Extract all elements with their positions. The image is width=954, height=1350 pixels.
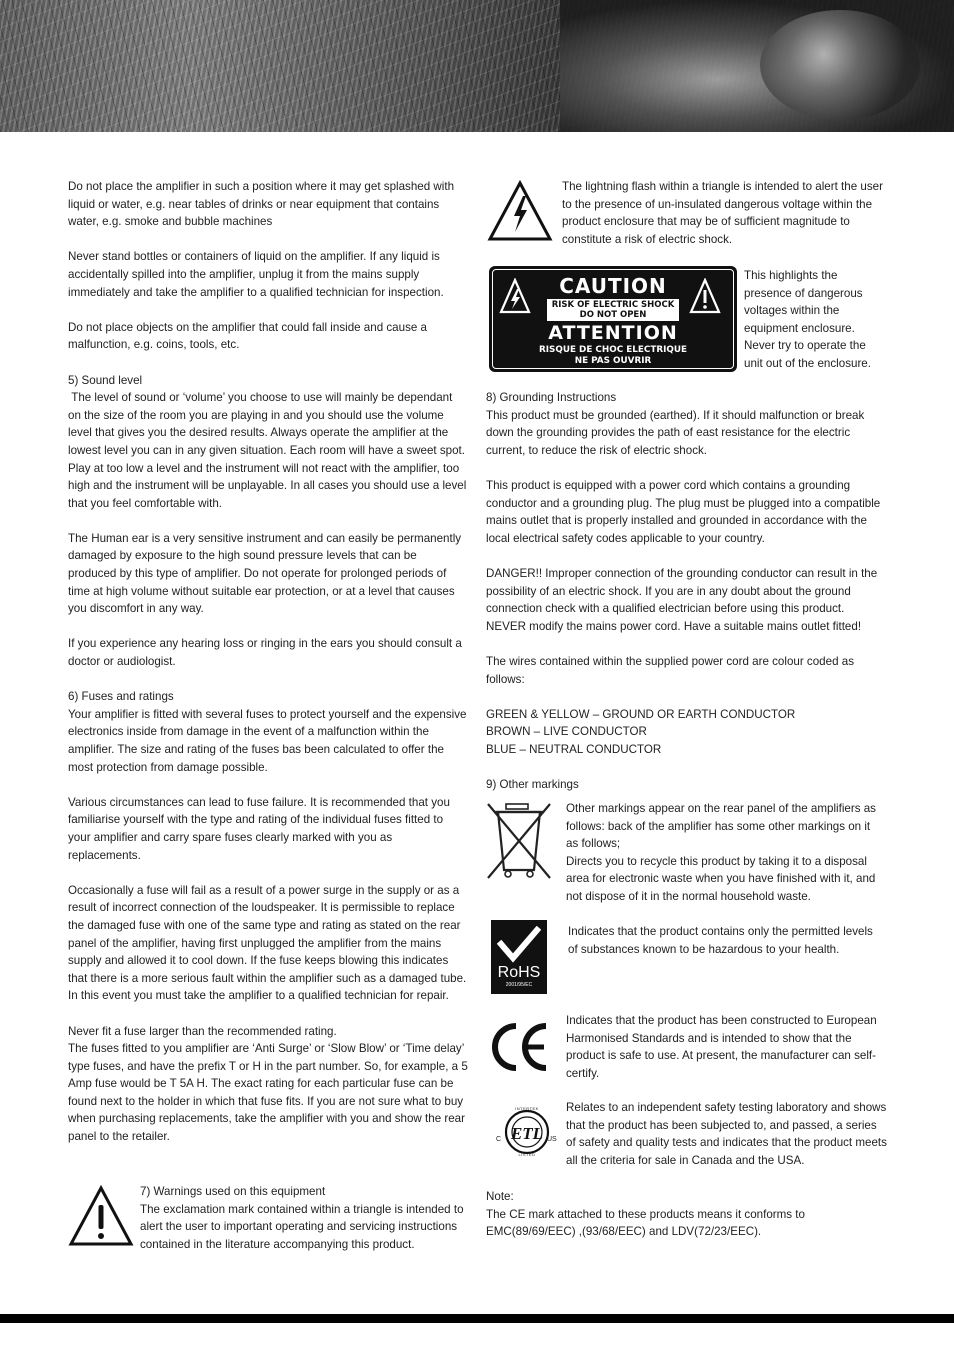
paragraph-fuse-rating: Never fit a fuse larger than the recommended rating. <box>68 1024 337 1038</box>
ce-description <box>566 1012 886 1082</box>
paragraph-hearing-loss: If you experience any hearing loss or ringing in the ears you should consult a doctor or audiologist. <box>68 637 462 669</box>
attention-risque-line2: NE PAS OUVRIR <box>574 356 652 366</box>
paragraph-ce-meaning: Indicates that the product has been constructed to European Harmonised Standards and is intended to show that the product is safe to use. At present, the manufacturer can self-certify. <box>566 1014 877 1080</box>
note-label: Note: <box>486 1190 514 1203</box>
exclamation-warning-icon <box>68 1185 134 1247</box>
svg-text:ETL: ETL <box>510 1124 544 1143</box>
rohs-checkmark-icon <box>497 926 541 964</box>
etl-description <box>566 1099 888 1169</box>
attention-risque-line1: RISQUE DE CHOC ELECTRIQUE <box>538 345 688 355</box>
wire-live: BROWN – LIVE CONDUCTOR <box>486 725 647 739</box>
weee-crossed-bin-icon <box>486 800 552 880</box>
etl-listed-mark <box>496 1102 558 1162</box>
etl-us-label: US <box>547 1136 557 1143</box>
paragraph-hearing-damage: The Human ear is a very sensitive instrument and can easily be permanently damaged by exposure to the high sound pressure levels that can be produced by this type of amplifier. Do not operate for prolonged periods of time at high volume without suitable ear protection, or at a level that causes you discomfort in any way. <box>68 531 462 616</box>
paragraph-weee-meaning: Directs you to recycle this product by taking it to a disposal area for electronic waste when you have finished with it, and not dispose of it in the normal household waste. <box>566 854 876 903</box>
paragraph-sound-level: The level of sound or ‘volume’ you choose to use will mainly be dependant on the size of the room you are playing in and you should use the volume level that gives you the desired results. Always operate the amplifier at the lowest level you can in any given situation. Each room will have a sweet spot. Play at too low a level and the instrument will not react with the amplifier, too high and the instrument will be unplayable. In all cases you should use a level that you feel comfortable with. <box>68 391 470 510</box>
paragraph-danger: DANGER!! Improper connection of the grounding conductor can result in the possibility of an electric shock. If you are in any doubt about the ground connection check with a qualified electrician before using this product. NEVER modify the mains power cord. Have a suitable mains outlet fitted! <box>486 566 878 633</box>
weee-description <box>566 800 884 906</box>
paragraph-splash-warning: Do not place the amplifier in such a position where it may get splashed with liquid or water, e.g. near tables of drinks or near equipment that contains water, e.g. smoke and bubble machines <box>68 180 455 229</box>
caution-risk-line1: RISK OF ELECTRIC SHOCK <box>551 300 675 310</box>
note-text: The CE mark attached to these products means it conforms to EMC(89/69/EEC) ,(93/68/EEC) and LDV(72/23/EEC). <box>486 1207 805 1239</box>
lightning-description <box>562 178 886 248</box>
paragraph-fuse-types: The fuses fitted to you amplifier are ‘Anti Surge’ or ‘Slow Blow’ or ‘Time delay’ type fuses, and have the prefix T or H in the part number. So, for example, a 5 Amp fuse would be T 5A H. The exact rating for each particular fuse can be found next to the holder in which that fuse fits. If you are not sure what to buy when purchasing replacements, take the amplifier with you and show the rear panel to the retailer. <box>68 1042 468 1144</box>
attention-risque-text <box>489 345 737 367</box>
caution-risk-line2: DO NOT OPEN <box>579 310 647 320</box>
left-column <box>68 178 468 1146</box>
paragraph-fuse-failure: Various circumstances can lead to fuse failure. It is recommended that you familiarise yourself with the type and rating of the individual fuses fitted to your amplifier and carry spare fuses clearly marked with you as replacements. <box>68 795 450 862</box>
heading-fuses: 6) Fuses and ratings <box>68 690 174 704</box>
rohs-logo-text: RoHS <box>497 964 541 981</box>
footer-bar <box>0 1314 954 1323</box>
paragraph-wire-colours: The wires contained within the supplied power cord are colour coded as follows: <box>486 654 854 686</box>
paragraph-exclamation-meaning: The exclamation mark contained within a triangle is intended to alert the user to important operating and servicing instructions contained in the literature accompanying this product. <box>140 1202 464 1251</box>
caution-word: CAUTION <box>559 274 667 298</box>
right-column <box>486 389 886 794</box>
rohs-logo-subtext: 2001/95/EC <box>505 982 533 988</box>
rohs-description <box>568 923 884 958</box>
etl-ring-top-text: INTERTEK <box>515 1106 539 1111</box>
paragraph-other-markings-intro: Other markings appear on the rear panel of the amplifiers as follows: back of the amplifier has some other markings on it as follows; <box>566 802 876 851</box>
caution-label <box>489 266 737 372</box>
heading-warnings: 7) Warnings used on this equipment <box>140 1185 326 1198</box>
caution-risk-box <box>547 299 679 321</box>
wire-neutral: BLUE – NEUTRAL CONDUCTOR <box>486 742 662 756</box>
paragraph-lightning-meaning: The lightning flash within a triangle is intended to alert the user to the presence of un-insulated dangerous voltage within the product enclosure that may be of sufficient magnitude to constitute a risk of electric shock. <box>562 180 883 246</box>
heading-sound-level: 5) Sound level <box>68 373 143 387</box>
caution-description <box>744 267 886 373</box>
lightning-warning-icon <box>487 180 553 242</box>
paragraph-rohs-meaning: Indicates that the product contains only the permitted levels of substances known to be hazardous to your health. <box>568 925 873 956</box>
warnings-section <box>140 1183 470 1253</box>
paragraph-fuse-replacement: Occasionally a fuse will fail as a result of a power surge in the supply or as a result of incorrect connection of the loudspeaker. It is permissible to replace the damaged fuse with one of the same type and rating as stated on the rear panel of the amplifier, having first unplugged the amplifier from the mains supply and allowed it to cool down. If the fuse keeps blowing this indicates that there is a more serious fault within the amplifier such as a damaged tube. In this event you must take the amplifier to a qualified technician for repair. <box>68 883 467 1003</box>
etl-c-label: C <box>496 1136 502 1143</box>
ce-mark-icon <box>488 1022 550 1072</box>
attention-word: ATTENTION <box>548 322 678 344</box>
paragraph-fuses-intro: Your amplifier is fitted with several fuses to protect yourself and the expensive electronics inside from damage in the event of a malfunction within the amplifier. The size and rating of the fuses bas been calculated to offer the most protection from damage possible. <box>68 707 467 774</box>
header-banner-image <box>0 0 954 132</box>
rohs-logo <box>491 920 547 994</box>
wire-ground: GREEN & YELLOW – GROUND OR EARTH CONDUCTOR <box>486 707 796 721</box>
heading-other-markings: 9) Other markings <box>486 778 579 792</box>
paragraph-objects-warning: Do not place objects on the amplifier that could fall inside and cause a malfunction, e.g. coins, tools, etc. <box>68 320 427 352</box>
paragraph-etl-meaning: Relates to an independent safety testing laboratory and shows that the product has been subjected to, and passed, a series of safety and quality tests and indicates that the product meets all the criteria for sale in Canada and the USA. <box>566 1101 887 1167</box>
paragraph-power-cord: This product is equipped with a power cord which contains a grounding conductor and a grounding plug. The plug must be plugged into a compatible mains outlet that is properly installed and grounded in accordance with the local electrical safety codes applicable to your country. <box>486 478 881 545</box>
paragraph-liquid-warning: Never stand bottles or containers of liquid on the amplifier. If any liquid is accidentally spilled into the amplifier, unplug it from the mains supply immediately and take the amplifier to a qualified technician for inspection. <box>68 250 444 299</box>
paragraph-grounding-intro: This product must be grounded (earthed). If it should malfunction or break down the grounding provides the path of east resistance for the electric current, to reduce the risk of electric shock. <box>486 408 865 457</box>
paragraph-caution-meaning: This highlights the presence of dangerous voltages within the equipment enclosure. Never try to operate the unit out of the enclosure. <box>744 269 871 370</box>
heading-grounding: 8) Grounding Instructions <box>486 391 617 404</box>
banner-chrome-graphic <box>760 10 920 120</box>
note-section <box>486 1188 886 1241</box>
etl-ring-bottom-text: LISTED <box>518 1152 536 1157</box>
